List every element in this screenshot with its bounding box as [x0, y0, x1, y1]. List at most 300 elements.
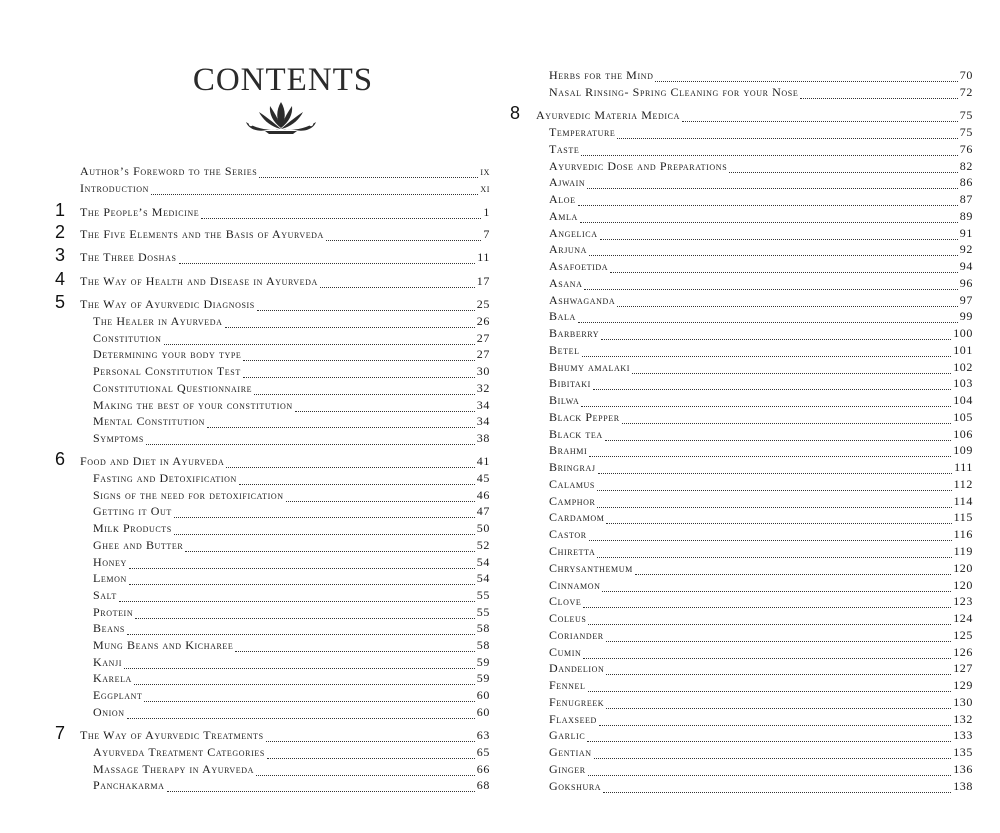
- toc-entry-label: Milk Products: [93, 521, 172, 536]
- dot-leader: [256, 764, 475, 776]
- toc-entry-label: Asafoetida: [549, 259, 609, 274]
- toc-section-entry[interactable]: [93, 312, 490, 328]
- toc-section-entry[interactable]: [93, 760, 490, 776]
- toc-page-number: 82: [959, 158, 973, 173]
- toc-page-number: 26: [476, 314, 490, 328]
- toc-page-number: 7: [483, 227, 490, 241]
- toc-page-number: 132: [953, 711, 973, 726]
- right-page: [500, 0, 1000, 833]
- toc-section-entry[interactable]: [549, 358, 973, 374]
- toc-page-number: 119: [953, 544, 973, 558]
- dot-leader: [589, 445, 951, 457]
- toc-page-number: 1: [483, 205, 490, 219]
- toc-page-number: 87: [959, 192, 973, 207]
- toc-entry-label: Mental Constitution: [93, 414, 205, 429]
- dot-leader: [597, 479, 952, 491]
- toc-entry-label: Making the best of your constitution: [93, 397, 293, 412]
- toc-section-entry[interactable]: [549, 83, 973, 99]
- toc-page-number: 70: [959, 68, 973, 82]
- dot-leader: [598, 462, 952, 474]
- toc-page-number: 96: [959, 275, 973, 290]
- dot-leader: [286, 490, 475, 502]
- toc-page-number: 75: [959, 125, 973, 139]
- toc-page-number: 124: [953, 611, 973, 626]
- toc-section-entry[interactable]: [549, 643, 973, 659]
- toc-entry-label: Aloe: [549, 192, 576, 207]
- dot-leader: [582, 345, 952, 357]
- toc-section-entry[interactable]: [549, 626, 973, 642]
- dot-leader: [599, 714, 951, 726]
- dot-leader: [588, 680, 952, 692]
- chapter-number: 2: [55, 222, 66, 242]
- toc-page-number: 45: [476, 471, 490, 485]
- toc-entry-label: Kanji: [93, 654, 122, 669]
- toc-page-number: 30: [476, 364, 490, 379]
- toc-page-number: 27: [476, 330, 490, 345]
- toc-entry-label: Symptoms: [93, 430, 144, 445]
- toc-section-entry[interactable]: [93, 329, 490, 345]
- chapter-number: 4: [55, 269, 66, 289]
- dot-leader: [587, 177, 958, 189]
- toc-section-entry[interactable]: [549, 559, 973, 575]
- toc-page-number: 115: [953, 510, 973, 525]
- dot-leader: [119, 590, 475, 602]
- toc-section-entry[interactable]: [93, 636, 490, 652]
- toc-entry-label: Beans: [93, 621, 125, 636]
- toc-page-number: 60: [476, 704, 490, 719]
- toc-entry-label: Bringraj: [549, 460, 596, 475]
- toc-entry-label: Gokshura: [549, 778, 602, 793]
- toc-page-number: 63: [476, 728, 490, 742]
- dot-leader: [584, 278, 957, 290]
- toc-entry-label: The Three Doshas: [80, 250, 177, 264]
- toc-page-number: 58: [476, 621, 490, 636]
- toc-entry-label: Asana: [549, 275, 583, 290]
- toc-chapter-entry[interactable]: [80, 179, 490, 195]
- toc-entry-label: Constitution: [93, 330, 162, 345]
- toc-section-entry[interactable]: [549, 324, 973, 340]
- dot-leader: [578, 194, 958, 206]
- toc-section-entry[interactable]: [549, 458, 973, 474]
- toc-page-number: 136: [953, 761, 973, 776]
- toc-section-entry[interactable]: [549, 140, 973, 156]
- dot-leader: [617, 295, 958, 307]
- toc-page-number: 89: [959, 208, 973, 223]
- toc-entry-label: Personal Constitution Test: [93, 364, 241, 379]
- toc-page-number: 66: [476, 761, 490, 776]
- dot-leader: [589, 529, 952, 541]
- toc-section-entry[interactable]: [549, 525, 973, 541]
- dot-leader: [588, 764, 951, 776]
- toc-page-number: 91: [959, 225, 973, 240]
- dot-leader: [243, 349, 474, 361]
- toc-entry-label: Herbs for the Mind: [549, 68, 654, 82]
- toc-section-entry[interactable]: [549, 190, 973, 206]
- toc-page-number: 60: [476, 688, 490, 703]
- dot-leader: [226, 456, 474, 468]
- toc-entry-label: Camphor: [549, 493, 596, 508]
- dot-leader: [254, 383, 475, 395]
- toc-section-entry[interactable]: [549, 659, 973, 675]
- toc-entry-label: Honey: [93, 554, 127, 569]
- toc-page-number: 47: [476, 504, 490, 519]
- toc-entry-label: The Way of Health and Disease in Ayurveda: [80, 274, 318, 288]
- toc-section-entry[interactable]: [93, 569, 490, 585]
- toc-page-number: xi: [480, 181, 490, 195]
- toc-chapter-entry[interactable]: [80, 225, 490, 241]
- dot-leader: [587, 730, 951, 742]
- toc-page-number: 92: [959, 242, 973, 257]
- toc-entry-label: Cumin: [549, 644, 582, 659]
- dot-leader: [601, 328, 951, 340]
- toc-page-number: 100: [953, 326, 973, 341]
- toc-entry-label: Signs of the need for detoxification: [93, 487, 284, 502]
- toc-page-number: 27: [476, 347, 490, 362]
- toc-page-number: 46: [476, 487, 490, 502]
- toc-page-number: 127: [953, 661, 973, 676]
- toc-entry-label: Lemon: [93, 571, 127, 586]
- toc-section-entry[interactable]: [549, 123, 973, 139]
- toc-section-entry[interactable]: [549, 391, 973, 407]
- dot-leader: [682, 110, 958, 122]
- toc-entry-label: Ghee and Butter: [93, 537, 184, 552]
- toc-entry-label: Chiretta: [549, 544, 596, 558]
- dot-leader: [235, 640, 474, 652]
- toc-page-number: 75: [959, 108, 973, 122]
- toc-entry-label: Getting it Out: [93, 504, 172, 519]
- toc-entry-label: Amla: [549, 208, 578, 223]
- toc-entry-label: Determining your body type: [93, 347, 242, 362]
- toc-page-number: 126: [953, 644, 973, 659]
- toc-entry-label: Salt: [93, 587, 117, 602]
- chapter-number: 1: [55, 200, 66, 220]
- toc-section-entry[interactable]: [549, 157, 973, 173]
- toc-section-entry[interactable]: [549, 609, 973, 625]
- toc-page-number: 116: [953, 527, 973, 542]
- toc-page-number: 76: [959, 141, 973, 156]
- toc-page-number: 38: [476, 430, 490, 445]
- dot-leader: [135, 607, 475, 619]
- toc-page-number: 54: [476, 571, 490, 586]
- toc-section-entry[interactable]: [549, 257, 973, 273]
- toc-entry-label: Constitutional Questionnaire: [93, 380, 253, 395]
- toc-section-entry[interactable]: [93, 519, 490, 535]
- toc-entry-label: Clove: [549, 594, 582, 609]
- toc-section-entry[interactable]: [93, 553, 490, 569]
- dot-leader: [243, 366, 475, 378]
- toc-page-number: 105: [953, 409, 973, 424]
- dot-leader: [259, 166, 478, 178]
- toc-section-entry[interactable]: [93, 345, 490, 361]
- toc-entry-label: Calamus: [549, 476, 595, 491]
- dot-leader: [583, 647, 951, 659]
- dot-leader: [589, 244, 958, 256]
- toc-page-number: 133: [953, 728, 973, 743]
- dot-leader: [127, 707, 475, 719]
- toc-entry-label: The Five Elements and the Basis of Ayurveda: [80, 227, 324, 241]
- toc-page-number: 54: [476, 554, 490, 569]
- toc-chapter-entry[interactable]: [80, 452, 490, 468]
- toc-entry-label: Castor: [549, 527, 587, 542]
- toc-page-number: 123: [953, 594, 973, 609]
- dot-leader: [606, 697, 951, 709]
- chapter-number: 6: [55, 449, 66, 469]
- contents-title: CONTENTS: [192, 62, 374, 98]
- toc-entry-label: Eggplant: [93, 688, 143, 703]
- toc-page-number: 41: [476, 454, 490, 468]
- dot-leader: [179, 252, 476, 264]
- dot-leader: [594, 747, 952, 759]
- dot-leader: [622, 412, 952, 424]
- toc-section-entry[interactable]: [549, 291, 973, 307]
- toc-section-entry[interactable]: [549, 492, 973, 508]
- toc-entry-label: Garlic: [549, 728, 586, 743]
- toc-section-entry[interactable]: [549, 726, 973, 742]
- toc-entry-label: Ayurvedic Dose and Preparations: [549, 158, 728, 173]
- chapter-number: 7: [55, 723, 66, 743]
- toc-page-number: 104: [953, 393, 973, 408]
- toc-section-entry[interactable]: [93, 743, 490, 759]
- toc-chapter-entry[interactable]: [80, 295, 490, 311]
- toc-entry-label: Ajwain: [549, 175, 586, 190]
- toc-page-number: 114: [953, 493, 973, 508]
- dot-leader: [635, 563, 951, 575]
- toc-entry-label: Bilwa: [549, 393, 580, 408]
- toc-section-entry[interactable]: [93, 603, 490, 619]
- toc-page-number: 68: [476, 778, 490, 793]
- toc-entry-label: Author’s Foreword to the Series: [80, 164, 258, 178]
- toc-entry-label: Bhumy amalaki: [549, 359, 631, 374]
- toc-page-number: 94: [959, 259, 973, 274]
- toc-page-number: 34: [476, 414, 490, 429]
- toc-section-entry[interactable]: [93, 362, 490, 378]
- toc-entry-label: Barberry: [549, 326, 600, 341]
- dot-leader: [632, 362, 951, 374]
- toc-entry-label: Coriander: [549, 627, 604, 642]
- toc-page-number: 34: [476, 397, 490, 412]
- toc-entry-label: Coleus: [549, 611, 587, 626]
- toc-section-entry[interactable]: [549, 760, 973, 776]
- toc-entry-label: Karela: [93, 671, 132, 686]
- toc-page-number: 17: [476, 274, 490, 288]
- toc-page-number: 103: [953, 376, 973, 391]
- dot-leader: [225, 316, 475, 328]
- toc-page-number: 135: [953, 745, 973, 760]
- dot-leader: [134, 673, 475, 685]
- toc-page-number: 59: [476, 671, 490, 686]
- toc-entry-label: Ginger: [549, 761, 586, 776]
- toc-section-entry[interactable]: [549, 693, 973, 709]
- toc-entry-label: Panchakarma: [93, 778, 165, 793]
- toc-section-entry[interactable]: [93, 412, 490, 428]
- dot-leader: [729, 161, 958, 173]
- toc-page-number: 55: [476, 604, 490, 619]
- dot-leader: [151, 183, 478, 195]
- toc-entry-label: Onion: [93, 704, 125, 719]
- toc-section-entry[interactable]: [549, 207, 973, 223]
- dot-leader: [606, 663, 951, 675]
- toc-entry-label: Protein: [93, 604, 134, 619]
- dot-leader: [144, 690, 474, 702]
- toc-section-entry[interactable]: [549, 341, 973, 357]
- dot-leader: [185, 540, 474, 552]
- toc-page-number: 50: [476, 521, 490, 536]
- toc-entry-label: Black tea: [549, 426, 603, 441]
- dot-leader: [610, 261, 958, 273]
- toc-section-entry[interactable]: [549, 676, 973, 692]
- toc-section-entry[interactable]: [549, 307, 973, 323]
- toc-section-entry[interactable]: [549, 425, 973, 441]
- dot-leader: [602, 580, 951, 592]
- dot-leader: [174, 523, 475, 535]
- toc-section-entry[interactable]: [93, 396, 490, 412]
- dot-leader: [580, 211, 958, 223]
- toc-page-number: 97: [959, 292, 973, 307]
- toc-entry-label: Fennel: [549, 678, 586, 693]
- dot-leader: [588, 613, 951, 625]
- dot-leader: [597, 546, 951, 558]
- toc-page-number: 59: [476, 654, 490, 669]
- toc-page-number: 125: [953, 627, 973, 642]
- toc-entry-label: Nasal Rinsing- Spring Cleaning for your Nose: [549, 85, 799, 99]
- toc-page-number: 65: [476, 745, 490, 759]
- toc-entry-label: Cardamom: [549, 510, 605, 525]
- toc-page-number: 102: [953, 359, 973, 374]
- dot-leader: [164, 333, 475, 345]
- toc-section-entry[interactable]: [549, 592, 973, 608]
- toc-chapter-entry[interactable]: [80, 726, 490, 742]
- toc-section-entry[interactable]: [93, 469, 490, 485]
- toc-section-entry[interactable]: [93, 379, 490, 395]
- toc-section-entry[interactable]: [93, 669, 490, 685]
- dot-leader: [207, 416, 475, 428]
- toc-section-entry[interactable]: [93, 486, 490, 502]
- toc-page-number: 72: [959, 85, 973, 99]
- toc-chapter-entry[interactable]: [80, 272, 490, 288]
- toc-section-entry[interactable]: [549, 441, 973, 457]
- toc-page-number: ix: [480, 164, 490, 178]
- toc-section-entry[interactable]: [93, 686, 490, 702]
- toc-entry-label: Bibitaki: [549, 376, 591, 391]
- chapter-number: 5: [55, 292, 66, 312]
- toc-chapter-entry[interactable]: [80, 162, 490, 178]
- toc-entry-label: Introduction: [80, 181, 149, 195]
- toc-entry-label: Temperature: [549, 125, 616, 139]
- toc-section-entry[interactable]: [93, 502, 490, 518]
- toc-section-entry[interactable]: [93, 429, 490, 445]
- toc-section-entry[interactable]: [549, 274, 973, 290]
- toc-section-entry[interactable]: [549, 777, 973, 793]
- toc-section-entry[interactable]: [549, 576, 973, 592]
- dot-leader: [581, 395, 951, 407]
- toc-section-entry[interactable]: [549, 374, 973, 390]
- toc-entry-label: Mung Beans and Kicharee: [93, 638, 234, 652]
- toc-page-number: 101: [953, 342, 973, 357]
- toc-chapter-entry[interactable]: [80, 248, 490, 264]
- toc-section-entry[interactable]: [93, 586, 490, 602]
- toc-section-entry[interactable]: [93, 536, 490, 552]
- toc-page-number: 25: [476, 297, 490, 311]
- toc-entry-label: Flaxseed: [549, 711, 597, 726]
- toc-page-number: 11: [477, 250, 490, 264]
- toc-section-entry[interactable]: [93, 653, 490, 669]
- toc-section-entry[interactable]: [93, 619, 490, 635]
- toc-section-entry[interactable]: [93, 703, 490, 719]
- toc-page-number: 109: [953, 443, 973, 458]
- toc-entry-label: Fenugreek: [549, 694, 605, 709]
- toc-page-number: 112: [953, 476, 973, 491]
- toc-entry-label: Dandelion: [549, 661, 605, 676]
- toc-entry-label: Bala: [549, 309, 576, 324]
- toc-page-number: 111: [954, 460, 973, 475]
- toc-page-number: 106: [953, 426, 973, 441]
- toc-entry-label: Brahmi: [549, 443, 588, 458]
- toc-entry-label: Massage Therapy in Ayurveda: [93, 761, 255, 776]
- toc-entry-label: The Way of Ayurvedic Treatments: [80, 728, 264, 742]
- toc-entry-label: Food and Diet in Ayurveda: [80, 454, 225, 468]
- toc-page-number: 52: [476, 537, 490, 552]
- toc-section-entry[interactable]: [93, 776, 490, 792]
- toc-page-number: 120: [953, 577, 973, 592]
- dot-leader: [146, 433, 475, 445]
- toc-section-entry[interactable]: [549, 542, 973, 558]
- dot-leader: [295, 400, 475, 412]
- toc-page-number: 129: [953, 678, 973, 693]
- dot-leader: [606, 630, 951, 642]
- dot-leader: [201, 207, 481, 219]
- toc-entry-label: Chrysanthemum: [549, 560, 633, 575]
- toc-entry-label: The Healer in Ayurveda: [93, 314, 223, 328]
- dot-leader: [617, 127, 957, 139]
- toc-entry-label: Cinnamon: [549, 577, 601, 592]
- dot-leader: [267, 747, 475, 759]
- dot-leader: [578, 311, 958, 323]
- toc-section-entry[interactable]: [549, 173, 973, 189]
- toc-page-number: 86: [959, 175, 973, 190]
- dot-leader: [124, 657, 475, 669]
- toc-section-entry[interactable]: [549, 475, 973, 491]
- toc-entry-label: The People’s Medicine: [80, 205, 200, 219]
- dot-leader: [167, 780, 475, 792]
- toc-chapter-entry[interactable]: [80, 203, 490, 219]
- dot-leader: [320, 276, 475, 288]
- toc-entry-label: The Way of Ayurvedic Diagnosis: [80, 297, 255, 311]
- toc-entry-label: Taste: [549, 141, 580, 156]
- toc-page-number: 120: [953, 560, 973, 575]
- toc-section-entry[interactable]: [549, 743, 973, 759]
- right-toc-list: [500, 0, 1000, 833]
- dot-leader: [800, 87, 957, 99]
- toc-entry-label: Arjuna: [549, 242, 588, 257]
- toc-section-entry[interactable]: [549, 66, 973, 82]
- toc-chapter-entry[interactable]: [536, 106, 973, 122]
- toc-section-entry[interactable]: [549, 508, 973, 524]
- dot-leader: [257, 299, 475, 311]
- dot-leader: [605, 429, 951, 441]
- toc-section-entry[interactable]: [549, 240, 973, 256]
- dot-leader: [326, 229, 481, 241]
- dot-leader: [129, 573, 475, 585]
- dot-leader: [600, 228, 958, 240]
- toc-section-entry[interactable]: [549, 408, 973, 424]
- toc-section-entry[interactable]: [549, 224, 973, 240]
- dot-leader: [606, 512, 951, 524]
- toc-section-entry[interactable]: [549, 710, 973, 726]
- chapter-number: 3: [55, 245, 66, 265]
- dot-leader: [593, 378, 951, 390]
- dot-leader: [597, 496, 951, 508]
- toc-entry-label: Ayurveda Treatment Categories: [93, 745, 265, 759]
